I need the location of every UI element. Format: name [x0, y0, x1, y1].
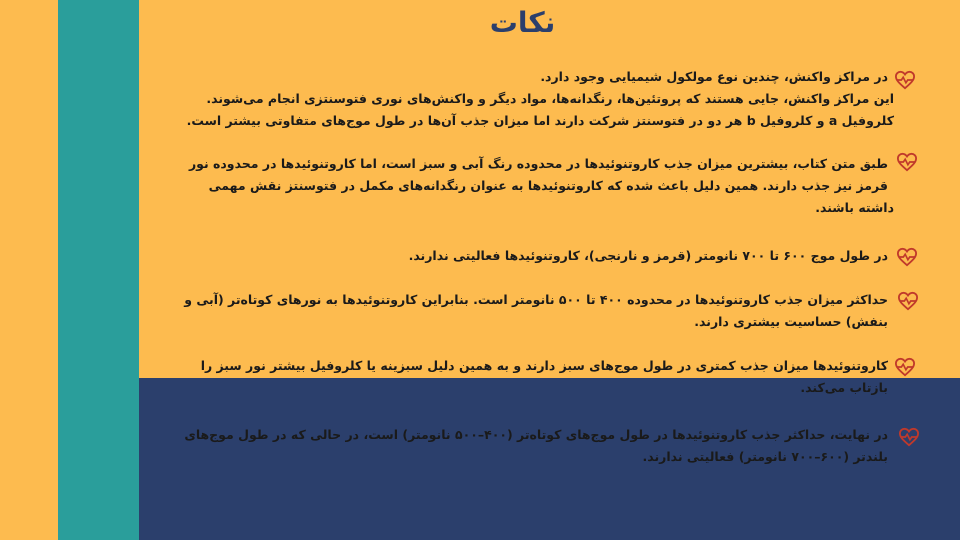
bullet-5-line-2: بازتاب می‌کند. [800, 380, 888, 395]
heart-pulse-icon [896, 247, 918, 267]
bullet-3-line-1: در طول موج ۶۰۰ تا ۷۰۰ نانومتر (قرمز و نارنجی)، کاروتنوئیدها فعالیتی ندارند. [408, 248, 888, 263]
heart-pulse-icon [894, 70, 916, 90]
bullet-text-5 [148, 355, 888, 399]
heart-pulse-icon [894, 357, 916, 377]
bullet-2-line-1: طبق متن کتاب، بیشترین میزان جذب کاروتنوئیدها در محدوده رنگ آبی و سبز است، اما کاروتنوئیدها در محدوده نور [188, 156, 888, 171]
bullet-6-line-2: بلندتر (۶۰۰–۷۰۰ نانومتر) فعالیتی ندارند. [642, 449, 888, 464]
bullet-5-line-1: کاروتنوئیدها میزان جذب کمتری در طول موج‌های سبز دارند و به همین دلیل سبزینه یا کلروفیل بیشتر نور سبز را [200, 358, 888, 373]
teal-vertical-bar [58, 0, 139, 540]
bullet-text-1 [186, 66, 894, 132]
bullet-2-line-3: داشته باشند. [815, 200, 894, 215]
bullet-text-2 [148, 153, 894, 219]
slide-title: نکات [489, 6, 556, 39]
bullet-6-line-1: در نهایت، حداکثر جذب کاروتنوئیدها در طول موج‌های کوتاه‌تر (۴۰۰–۵۰۰ نانومتر) است، در حالی که در طول موج‌های [184, 427, 888, 442]
bullet-1-line-1: در مراکز واکنش، چندین نوع مولکول شیمیایی وجود دارد. [540, 69, 888, 84]
bullet-1-line-2: این مراکز واکنش، جایی هستند که پروتئین‌ها، رنگدانه‌ها، مواد دیگر و واکنش‌های نوری فتوسنتزی انجام می‌شوند. [206, 91, 894, 106]
heart-pulse-icon [897, 291, 919, 311]
bullet-4-line-1: حداکثر میزان جذب کاروتنوئیدها در محدوده ۴۰۰ تا ۵۰۰ نانومتر است. بنابراین کاروتنوئیدها به نورهای کوتاه‌تر (آبی و [184, 292, 888, 307]
bullet-1-line-3: کلروفیل a و کلروفیل b هر دو در فتوسنتز شرکت دارند اما میزان جذب آن‌ها در طول موج‌های متفاوتی بیشتر است. [186, 113, 894, 128]
bullet-text-4 [148, 289, 888, 333]
left-margin-strip [0, 0, 58, 540]
bullet-4-line-2: بنفش) حساسیت بیشتری دارند. [694, 314, 888, 329]
bullet-text-6 [148, 424, 888, 468]
bullet-text-3 [409, 245, 888, 267]
heart-pulse-icon [898, 427, 920, 447]
bullet-2-line-2: قرمز نیز جذب دارند. همین دلیل باعث شده که کاروتنوئیدها به عنوان رنگدانه‌های مکمل در فتوسنتز نقش مهمی [208, 178, 888, 193]
heart-pulse-icon [896, 152, 918, 172]
